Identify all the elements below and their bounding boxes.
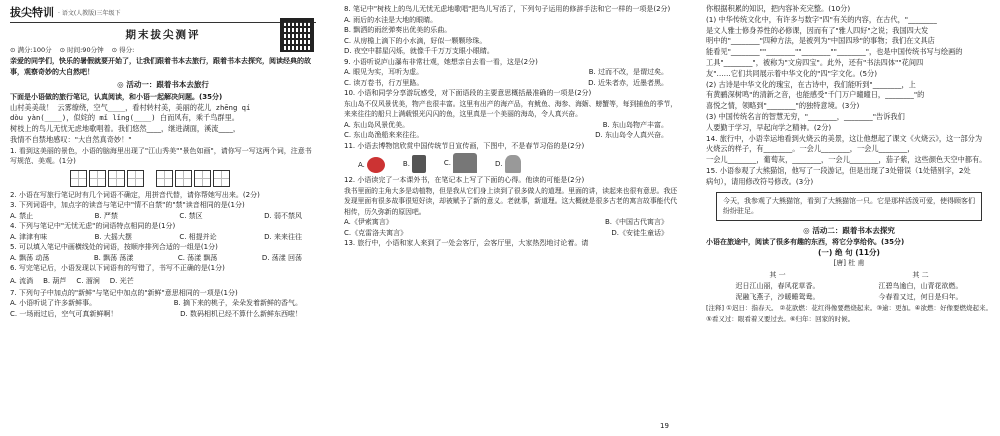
firecracker-icon (412, 155, 426, 173)
poem-one-heading: 其 一 (769, 271, 786, 280)
question-15: 15. 小语参观了大熊猫馆，他写了一段游记，但是出现了3处错误（1处错别字，2处 (706, 165, 971, 175)
option[interactable]: B. 飘洒的雨丝弹奏出优美的乐曲。 (344, 26, 452, 34)
option[interactable]: D. 数码相机已经不算什么新鲜东西啦！ (180, 309, 302, 318)
lantern-icon (367, 157, 385, 173)
activity-two-instructions: 小语在旅途中，阅读了很多有趣的东西，将它分享给你。(35分) (706, 237, 905, 246)
q13-lead: 你根据积累的知识，把内容补充完整。(10分) (706, 4, 851, 13)
question-11: 11. 小语去博物馆欣赏中国传统节日宣传画，下图中，不是春节习俗的是(2分) (344, 141, 585, 150)
option[interactable]: B. 东山岛物产丰富。 (602, 120, 668, 129)
meta-full-score: ⊙ 满分:100分 (10, 46, 52, 54)
note-line: 我情不自禁地感叹："大自然真奇妙！" (10, 134, 132, 144)
option[interactable]: C. 一场雨过后，空气可真新鲜啊！ (10, 309, 118, 318)
note-line: 山村美美哉！ 云雾缭绕，空气____，看村转村美，美丽的花儿 zhēng qí (10, 102, 251, 112)
option[interactable]: D. 荡漾 回荡 (261, 253, 302, 262)
poem-line: 江碧鸟逾白，山青花欲燃。 (878, 282, 963, 291)
fill-line: 能看见"________""________""________""________"，也是中国传统书写与绘画的 (706, 47, 963, 57)
option[interactable]: A. 眼见为实，耳听为虚。 (344, 68, 424, 76)
q5-options (10, 253, 316, 264)
q11-pictures (358, 153, 682, 173)
page-header (10, 4, 316, 23)
q7-options-row2 (10, 309, 316, 320)
writing-cell[interactable] (156, 170, 173, 187)
q9-options-row2 (344, 78, 682, 89)
option[interactable]: D. 弱不禁风 (264, 211, 302, 220)
fill-line: (3) 中国传统名言的智慧无穷，"________，________"告诉我们 (706, 111, 905, 121)
q10-options-row1 (344, 120, 682, 131)
question-3: 3. 下列词语中，加点字的读音与笔记中"情不自禁"的"禁"读音相同的是(1分) (10, 201, 245, 210)
middle-column (338, 0, 688, 436)
writing-cell[interactable] (89, 170, 106, 187)
writing-cell[interactable] (70, 170, 87, 187)
option[interactable]: C. 溜涧 (76, 276, 100, 285)
writing-cell[interactable] (108, 170, 125, 187)
activity-two-title: ◎ 活动二：跟着书本去探究 (803, 225, 895, 235)
fill-line: 火烧云的样子，有________。一会儿________，一会儿________， (706, 144, 915, 154)
writing-grid[interactable] (70, 170, 316, 187)
q9-options-row1 (344, 67, 682, 78)
passage-12: 我书里面的主角大多是动植物，但是我从它们身上读到了很多做人的道理。里面的讲，读起来也很有意思。我还发现里面有很多故事很短好读，却被赋予了新的意义。老就事，新道理。这大概就是很多古老的寓言故事能代代相传，历久弥新的原因吧。 (344, 186, 678, 216)
q12-options-row2 (344, 228, 682, 239)
fill-line: 人要勤于学习，早起向学之精神。(2分) (706, 122, 832, 132)
fill-line: 工具"________"，被称为"文房四宝"。此外，还有"书法四体""花间四 (706, 57, 924, 67)
activity-one-title: ◎ 活动一：跟着书本去旅行 (117, 80, 209, 89)
option[interactable]: D. (495, 155, 521, 173)
option[interactable]: A.《伊索寓言》 (344, 218, 393, 226)
option[interactable]: D. 来来往往 (264, 232, 302, 241)
meta-score: ⊙ 得分: (111, 46, 135, 54)
option[interactable]: C. 从房檐上滴下的小水滴，好似一颗颗珍珠。 (344, 36, 487, 45)
fill-line: 一会儿________，葡萄灰，________，一会儿________，茄子紫，这些颜色天空中都有。 (706, 155, 987, 165)
option[interactable]: A. 津津有味 (10, 232, 48, 241)
q10-options-row2 (344, 130, 682, 141)
left-column (0, 0, 324, 436)
poems (706, 270, 992, 303)
writing-cell[interactable] (194, 170, 211, 187)
fill-line: 喜悦之情，领略到"________"的独特意境。(3分) (706, 101, 860, 111)
qr-code-icon (280, 18, 314, 52)
activity-one-instructions: 下面是小语做的旅行笔记，认真阅读，和小语一起解决问题。(35分) (10, 93, 223, 101)
lion-dance-icon (453, 153, 477, 173)
option[interactable]: B. 摘下来的桃子，朵朵发着新鲜的香气。 (173, 299, 302, 308)
poem-two (879, 270, 963, 303)
greeting: 亲爱的同学们，快乐的暑假就要开始了，让我们跟着书本去旅行，跟着书本去探究，阅读经典的故事，观察奇妙的大自然吧！ (10, 57, 311, 76)
option[interactable]: A. 流淌 (10, 276, 34, 285)
q6-options (10, 276, 316, 286)
option[interactable]: B. 大摇大摆 (94, 232, 132, 241)
option[interactable]: A. (358, 157, 385, 173)
question-13: 13. 旅行中，小语和家人来到了一处会客厅，会客厅里，大家热烈地讨论着。请 (344, 239, 589, 247)
poem-line: 泥融飞燕子，沙暖睡鸳鸯。 (735, 293, 820, 302)
option[interactable]: C.《克雷洛夫寓言》 (344, 228, 408, 237)
right-column (700, 0, 1000, 436)
option[interactable]: C. 禁区 (179, 211, 203, 220)
writing-cell[interactable] (213, 170, 230, 187)
option[interactable]: C. 荡漾 飘荡 (177, 253, 218, 262)
option[interactable]: D. 东山岛令人真兴奋。 (595, 131, 668, 139)
question-6: 6. 写完笔记后，小语发现以下词语有的写错了，书写不正确的是(1分) (10, 264, 225, 273)
question-5: 5. 可以填入笔记中画横线处的词语，按顺序排列合适的一组是(1分) (10, 243, 218, 252)
meta-time: ⊙ 时间:90分钟 (59, 46, 104, 54)
option[interactable]: D. 夜空中群星闪烁，就像千千万万支眼小眼睛。 (344, 47, 494, 55)
option[interactable]: D. 近朱者赤，近墨者黑。 (588, 78, 668, 87)
question-1: 1. 看到这美丽的景色，小语的脑海里出现了"江山秀美""景色如画"，请你写一写这两个词，注意书写规范、美观。(1分) (10, 146, 312, 166)
poem-notes: [注释] ①迟日：指春天。 ②花欲燃：花红得像要燃烧起来。③逾：更加。④欲燃：好像要燃烧起来。⑤看又过：眼看着又要过去。⑥归年：回家的时候。 (706, 304, 993, 323)
question-10: 10. 小语和同学分享游玩感受，对下面语段的主要意思概括最准确的一项是(2分) (344, 89, 592, 97)
tomb-sweeping-icon (505, 155, 521, 173)
option[interactable]: C. 相提并论 (179, 232, 217, 241)
writing-cell[interactable] (175, 170, 192, 187)
question-9: 9. 小语听说庐山瀑布非常壮观，她想亲自去看一看，这是(2分) (344, 57, 538, 66)
page-title: 期末拔尖测评 (125, 29, 201, 41)
question-12: 12. 小语读完了一本课外书，在笔记本上写了下面的心得。他读的可能是(2分) (344, 176, 585, 184)
question-8: 8. 笔记中"树枝上的鸟儿无忧无虑地歌唱"把鸟儿写活了，下列句子运用的修辞手法和它一样的一项是(2分) (344, 5, 671, 13)
fill-line: 有黄鹂深树鸣"的清新之音，也能感受"千门万户曈曈日，________"的 (706, 90, 925, 100)
option[interactable]: B. (403, 155, 426, 173)
option[interactable]: A. 雨后的水洼是大地的眼睛。 (344, 15, 438, 24)
q3-options (10, 211, 316, 222)
poem-one (736, 270, 820, 303)
poem-title: (一) 绝 句 (11分) (818, 248, 880, 258)
option[interactable]: B. 飘荡 荡漾 (93, 253, 134, 262)
writing-cell[interactable] (127, 170, 144, 187)
fill-line: 是文人雅士修身养性的必修课，因而有了"雅人四好"之说；我国四大发 (706, 25, 929, 35)
series-label: · 语文(人教版)三年级下 (58, 9, 121, 17)
option[interactable]: A. 禁止 (10, 211, 34, 220)
fill-line: 友"……它们共同展示着中华文化的"四"字文化。(5分) (706, 68, 878, 78)
q12-options-row1 (344, 217, 682, 228)
travel-note-frame: 今天，我参观了大熊猫馆，看到了大熊猫馆一只。它是那样活泼可爱，使得顾客们纷纷驻足。 (716, 192, 982, 221)
passage-10: 东山岛不仅风景优美，物产也很丰富。这里有出产的海产品，有鱿鱼、海参、海蛎、螃蟹等，每到捕鱼的季节，来来往往的船只上满载银光闪闪的鱼，这里真是一个美丽的海岛，令人真兴奋。 (344, 99, 678, 118)
option[interactable]: C. (444, 153, 477, 173)
fill-line: (2) 古诗是中华文化的瑰宝，在古诗中，我们能听到"________，上 (706, 79, 916, 89)
fill-line: 明中的"________"四种方法，是被列为"中国四珍"的事物；我们在文具店 (706, 36, 935, 46)
option[interactable]: B. 葫芦 (43, 276, 67, 285)
page-number: 19 (660, 422, 669, 430)
score-meta (10, 45, 316, 54)
question-14: 14. 旅行中，小语幸运地看到火烧云的美景，这让他想起了课文《火烧云》，这一部分为 (706, 133, 983, 143)
option[interactable]: B.《中国古代寓言》 (604, 218, 668, 226)
option[interactable]: B. 过而不改，是谓过矣。 (588, 68, 668, 76)
poem-author: [唐] 杜 甫 (833, 259, 865, 268)
option[interactable]: A. 东山岛风景优美。 (344, 120, 410, 129)
option[interactable]: C. 东山岛渔船来来往往。 (344, 131, 424, 139)
question-2: 2. 小语在写旅行笔记时有几个词语不确定，用拼音代替，请你帮她写出来。(2分) (10, 190, 260, 199)
option[interactable]: D. 光芒 (109, 276, 134, 285)
poem-two-heading: 其 二 (912, 271, 929, 280)
poem-line: 迟日江山丽，春风花草香。 (735, 282, 820, 291)
option[interactable]: C. 读万卷书，行万里路。 (344, 78, 424, 87)
option[interactable]: B. 严禁 (94, 211, 118, 220)
question-4: 4. 下列与笔记中"无忧无虑"的词语特点相同的是(1分) (10, 222, 176, 231)
poem-line: 今春看又过，何日是归年。 (878, 293, 963, 302)
q7-options-row1 (10, 298, 316, 309)
fill-line: (1) 中华传统文化中，有许多与数字"四"有关的内容，在古代，"________ (706, 14, 937, 24)
note-line: 树枝上的鸟儿无忧无虑地歌唱着。我们悠然____，继进湖面，溪流____， (10, 124, 241, 134)
option[interactable]: A. 小语听说了许多新鲜事。 (10, 299, 97, 308)
option[interactable]: A. 飘荡 动荡 (10, 253, 50, 262)
q4-options (10, 232, 316, 243)
option[interactable]: D.《安徒生童话》 (611, 228, 668, 237)
brand-logo: 拔尖特训 (10, 6, 54, 19)
question-15-cont: 病句），请用修改符号修改。(3分) (706, 176, 814, 186)
question-7: 7. 下列句子中加点的"新鲜"与笔记中加点的"新鲜"意思相同的一项是(1分) (10, 288, 238, 297)
note-line: dòu yàn(____)，似姹的 mǐ lǐng(____) 白而风有，乘千鸟群里。 (10, 113, 239, 123)
